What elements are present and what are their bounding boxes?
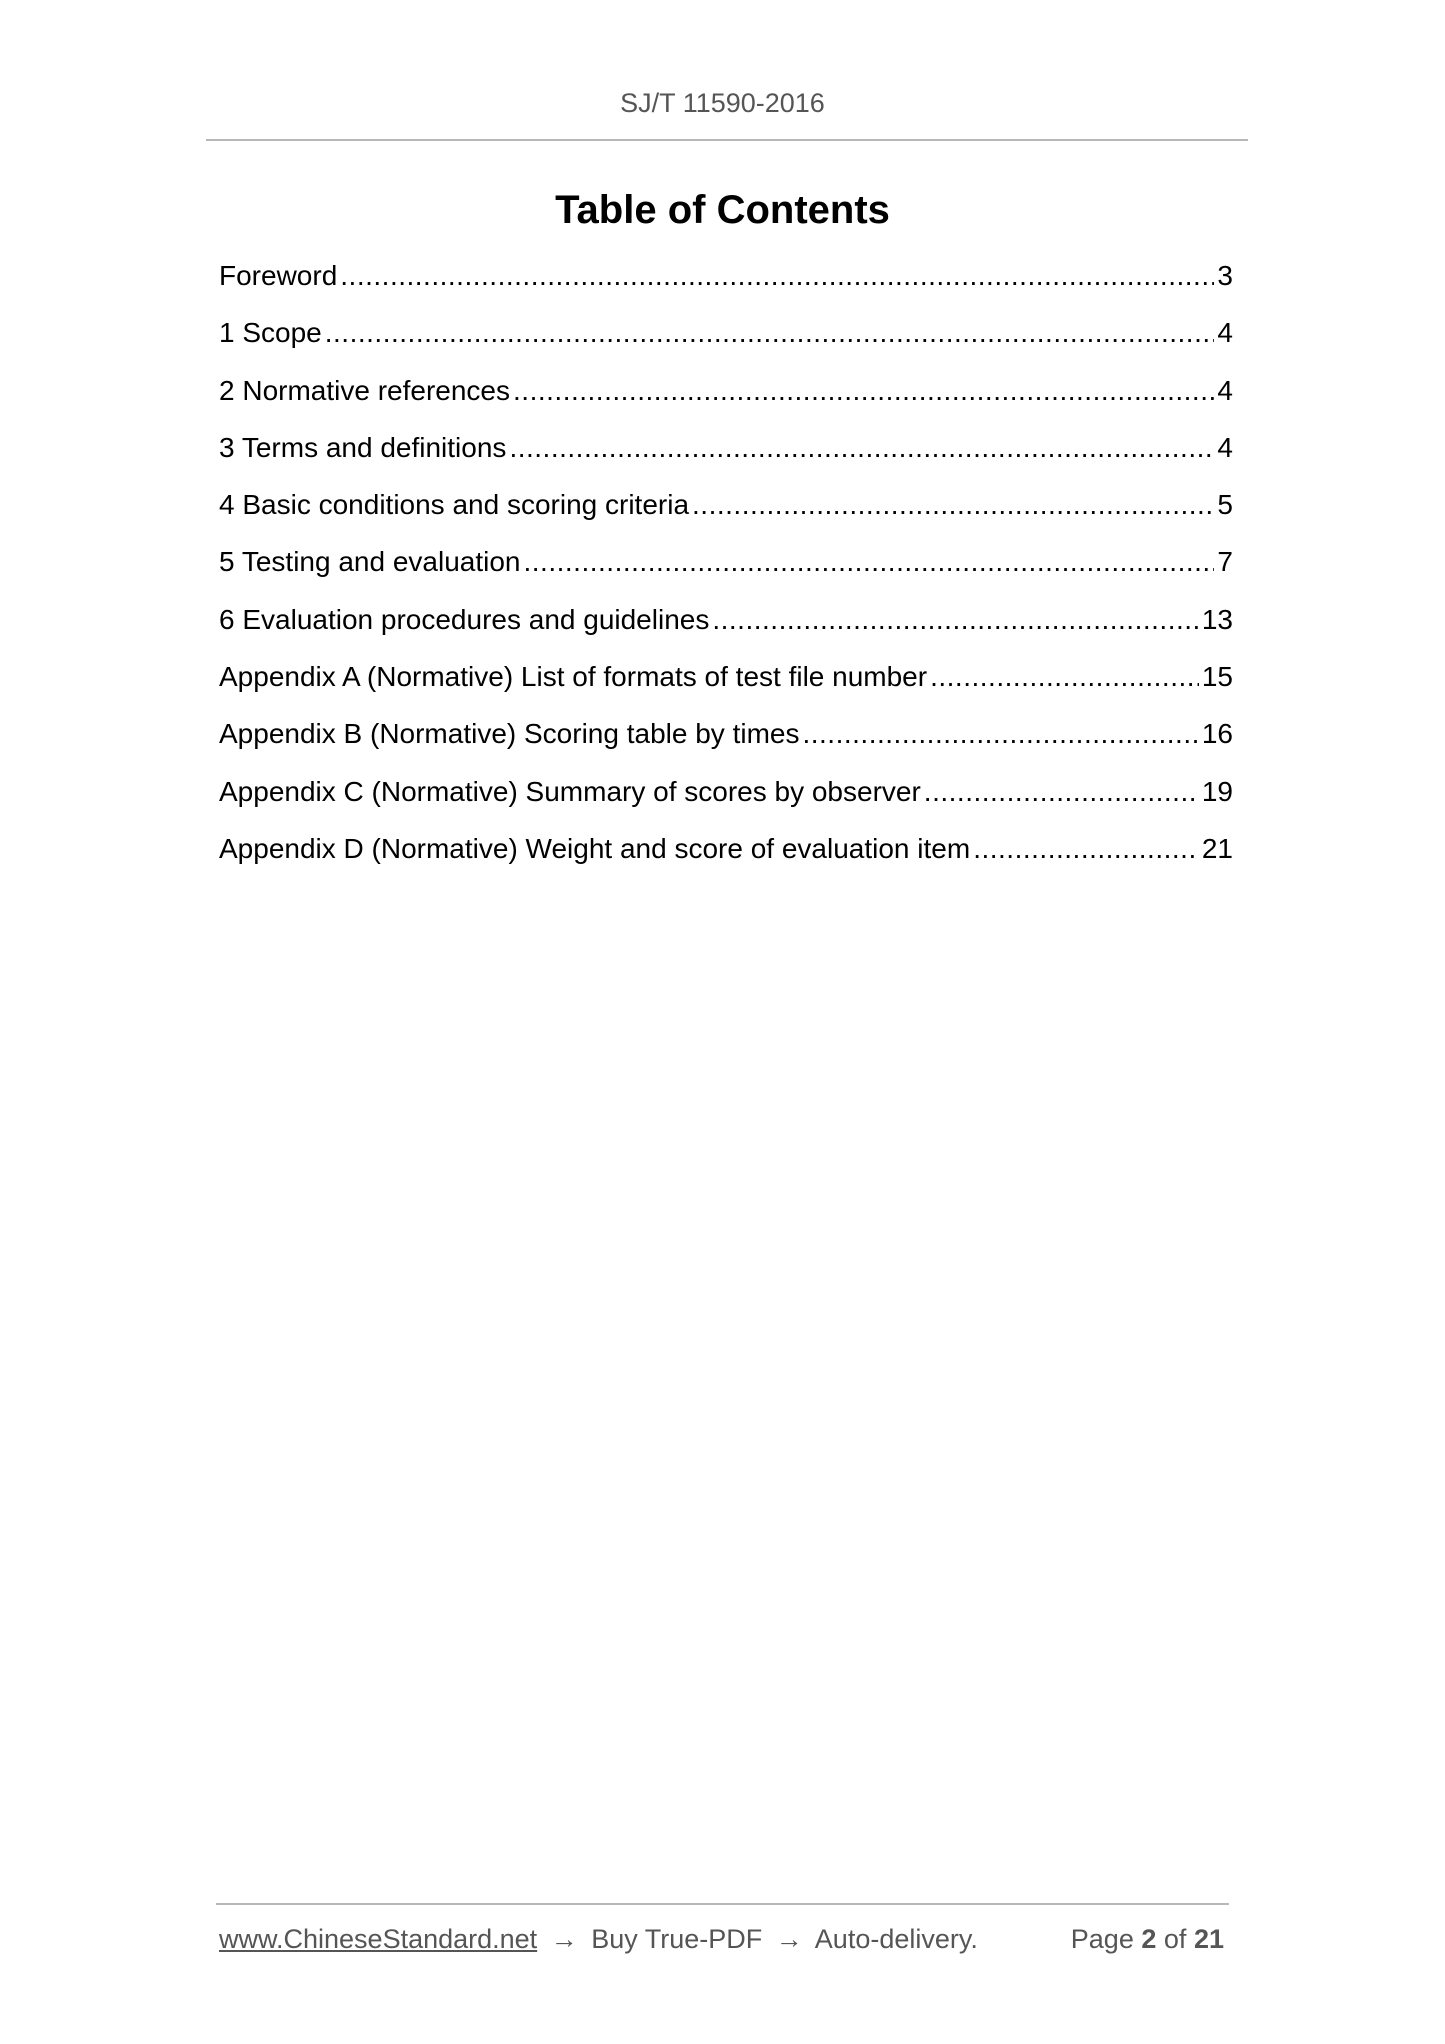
footer-divider: [216, 1903, 1229, 1905]
arrow-right-icon: →: [550, 1924, 578, 1954]
toc-entry-page: 21: [1201, 832, 1233, 864]
toc-entry-label: 4 Basic conditions and scoring criteria: [219, 489, 690, 521]
toc-dot-leader: [712, 598, 1199, 642]
arrow-right-icon: →: [775, 1924, 803, 1954]
toc-entry-label: 5 Testing and evaluation: [219, 546, 521, 578]
website-link[interactable]: www.ChineseStandard.net: [219, 1924, 538, 1954]
toc-entry-page: 4: [1217, 374, 1233, 406]
toc-entry-label: 6 Evaluation procedures and guidelines: [219, 603, 710, 635]
toc-entry-label: Appendix B (Normative) Scoring table by times: [219, 718, 800, 750]
toc-entry-page: 3: [1217, 260, 1233, 291]
toc-entry-label: Foreword: [219, 260, 338, 291]
toc-list: [219, 254, 1233, 884]
toc-entry-label: Appendix D (Normative) Weight and score of evaluation item: [219, 832, 971, 864]
page-current: 2: [1141, 1924, 1157, 1954]
toc-entry-page: 4: [1217, 317, 1233, 349]
toc-entry-appendix-a[interactable]: [219, 655, 1233, 712]
document-code: SJ/T 11590-2016: [620, 88, 825, 118]
toc-entry-terms-and-definitions[interactable]: [219, 426, 1233, 483]
toc-dot-leader: [524, 540, 1215, 584]
toc-entry-foreword[interactable]: [219, 254, 1233, 311]
toc-entry-appendix-d[interactable]: [219, 827, 1233, 884]
footer-promo: [219, 1921, 978, 1957]
toc-entry-page: 16: [1201, 718, 1233, 750]
toc-entry-page: 4: [1217, 431, 1233, 463]
toc-dot-leader: [930, 655, 1199, 699]
toc-entry-appendix-c[interactable]: [219, 770, 1233, 827]
toc-entry-testing-and-evaluation[interactable]: [219, 540, 1233, 597]
toc-entry-normative-references[interactable]: [219, 369, 1233, 426]
toc-entry-label: Appendix C (Normative) Summary of scores by observer: [219, 775, 921, 807]
page-of-label: of: [1163, 1924, 1187, 1954]
toc-dot-leader: [973, 827, 1199, 871]
header-divider: [206, 139, 1248, 141]
toc-dot-leader: [802, 712, 1198, 756]
toc-title: Table of Contents: [555, 188, 890, 232]
page-number: [1071, 1921, 1224, 1957]
toc-entry-label: Appendix A (Normative) List of formats of test file number: [219, 661, 928, 693]
toc-entry-label: 1 Scope: [219, 317, 322, 349]
toc-entry-scope[interactable]: [219, 311, 1233, 368]
toc-entry-evaluation-procedures[interactable]: [219, 598, 1233, 655]
toc-entry-appendix-b[interactable]: [219, 712, 1233, 769]
toc-entry-page: 7: [1217, 546, 1233, 578]
toc-entry-page: 13: [1201, 603, 1233, 635]
toc-entry-basic-conditions[interactable]: [219, 483, 1233, 540]
toc-dot-leader: [325, 311, 1215, 355]
toc-dot-leader: [692, 483, 1214, 527]
auto-delivery-text: Auto-delivery.: [814, 1924, 978, 1954]
toc-entry-label: 3 Terms and definitions: [219, 431, 507, 463]
toc-entry-page: 15: [1201, 661, 1233, 693]
toc-dot-leader: [509, 426, 1214, 470]
toc-entry-page: 5: [1217, 489, 1233, 521]
toc-dot-leader: [513, 369, 1214, 413]
page-total: 21: [1193, 1924, 1224, 1954]
toc-entry-page: 19: [1201, 775, 1233, 807]
page-label: Page: [1070, 1924, 1134, 1954]
toc-dot-leader: [924, 770, 1199, 814]
buy-pdf-text: Buy True-PDF: [591, 1924, 763, 1954]
toc-entry-label: 2 Normative references: [219, 374, 511, 406]
toc-dot-leader: [340, 254, 1214, 298]
